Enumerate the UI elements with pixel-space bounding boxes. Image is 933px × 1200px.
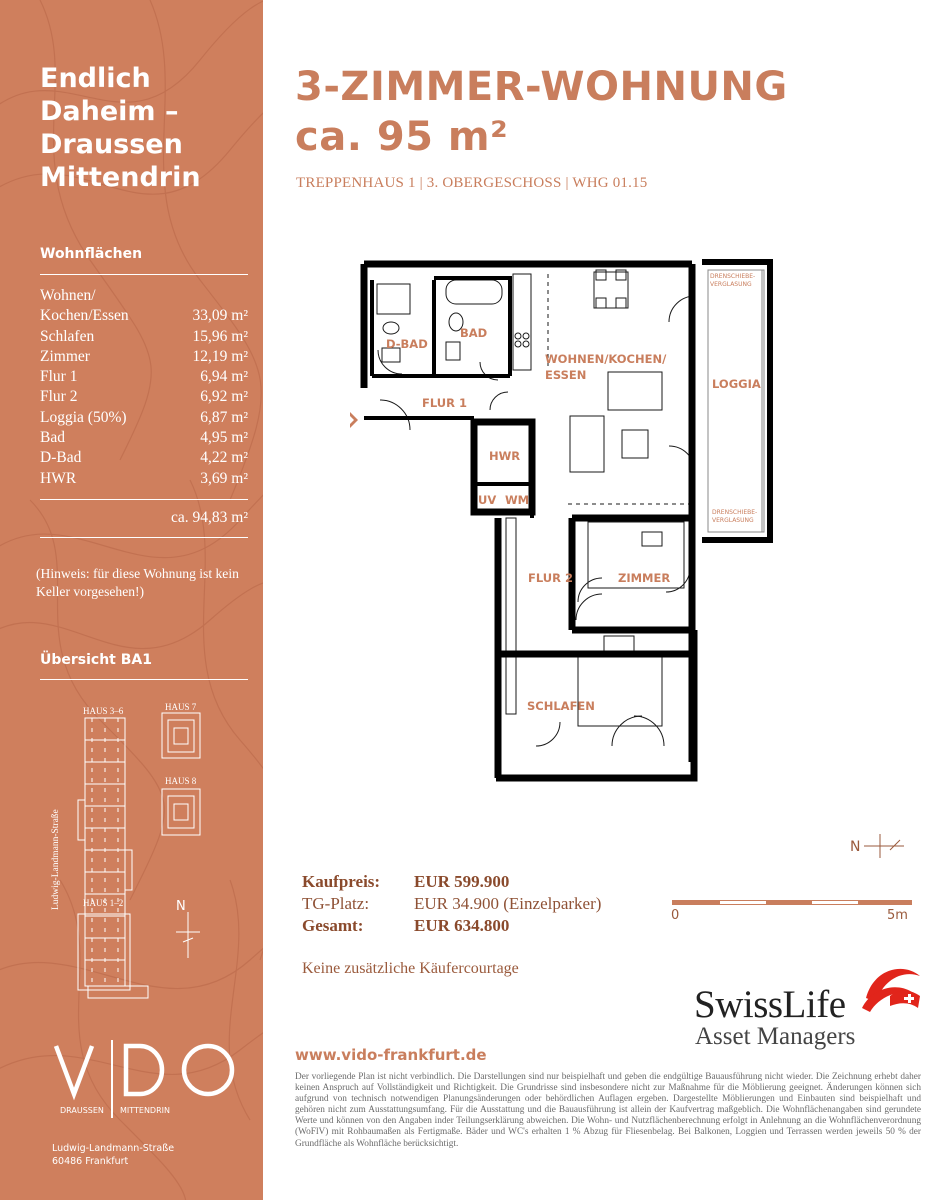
north-arrow-icon (850, 830, 910, 860)
scale-start-label: 0 (671, 908, 680, 923)
apartment-type: 3-ZIMMER-WOHNUNG (295, 64, 788, 110)
area-value: 4,95 m² (200, 429, 248, 447)
area-name: Schlafen (40, 327, 95, 345)
north-label: N (850, 839, 861, 855)
area-name: Bad (40, 429, 65, 447)
address-street: Ludwig-Landmann-Straße (52, 1143, 175, 1154)
price-value: EUR 634.800 (414, 916, 510, 935)
area-value: 33,09 m² (192, 307, 248, 325)
price-label: TG-Platz: (302, 894, 370, 913)
glazing-label-top-2: VERGLASUNG (710, 281, 752, 288)
address (52, 1142, 174, 1168)
room-label-zimmer: ZIMMER (618, 571, 671, 585)
apartment-location: TREPPENHAUS 1 | 3. OBERGESCHOSS | WHG 01.15 (296, 175, 648, 191)
scale-bar (672, 898, 912, 908)
area-value: 3,69 m² (200, 469, 248, 487)
area-name: Zimmer (40, 347, 90, 365)
scale-end-label: 5m (887, 908, 908, 923)
area-name: HWR (40, 469, 77, 487)
area-row (40, 387, 248, 407)
glazing-label-top-1: DRENSCHIEBE- (710, 273, 756, 280)
area-total: ca. 94,83 m² (171, 509, 248, 526)
price-row (302, 893, 601, 915)
sidebar (0, 0, 263, 1200)
swisslife-subtitle: Asset Managers (695, 1023, 856, 1050)
area-name: D-Bad (40, 449, 82, 467)
address-city: 60486 Frankfurt (52, 1156, 129, 1167)
price-value: EUR 34.900 (Einzelparker) (414, 894, 602, 913)
divider (40, 274, 248, 275)
vido-logo-right: MITTENDRIN (120, 1106, 170, 1115)
room-label-hwr: HWR (489, 449, 521, 463)
site-label-haus-1-2: HAUS 1–2 (83, 898, 124, 908)
dining-table (594, 272, 628, 308)
glazing-label-bottom-2: VERGLASUNG (712, 517, 754, 524)
area-name: Loggia (50%) (40, 408, 127, 426)
area-value: 15,96 m² (192, 327, 248, 345)
bed (578, 652, 662, 726)
tagline-line: Endlich (40, 63, 151, 94)
disclaimer-text: Der vorliegende Plan ist nicht verbindlich. Die Darstellungen sind nur beispielhaft und geben die endgültige Bauausführung nicht wieder. Die Zeichnung erhebt daher keinen Anspruch auf Vollständigkeit und Richtigkeit. Die Grundrisse sind insbesondere nicht zur Maßnahme für die Möblierung geeignet. Änderungen können sich aufgrund von technisch notwendigen Planungsänderungen oder behördlichen Auflagen ergeben. Dargestellte Möblierungen und Einbauten sind beispielhaft und gehören nicht zum Ausstattungsumfang. Für die Ausstattung und die Bauausführung ist allein der Kaufvertrag maßgeblich. Die Wohnflächenangaben sind gerundete Werte und können von den Angaben inder Teilungserklärung abweichen. Die Wohn- und Nutzflächenberechnung erfolgt in Anlehnung an die Wohnflächenverordnung (WoFlV) mit Rohbaumaßen als Fertigmaße. Bäder und WC's erhalten 1 % Abzug für Fliesenbelag. Bei Balkonen, Loggien und Terrassen werden jeweils 50 % der Grundfläche als Wohnfläche berücksichtigt. (295, 1072, 921, 1149)
tagline-line: Daheim – (40, 96, 179, 127)
area-row (40, 347, 248, 367)
area-value: 4,22 m² (200, 449, 248, 467)
area-row (40, 286, 248, 306)
divider (40, 499, 248, 500)
pricing-block (302, 871, 601, 937)
area-row (40, 408, 248, 428)
kitchen-counter (513, 274, 531, 370)
area-name: Flur 2 (40, 388, 78, 406)
bathtub (446, 280, 502, 304)
room-label-wohnen: WOHNEN/KOCHEN/ (545, 352, 667, 366)
area-name: Kochen/Essen (40, 307, 129, 325)
glazing-label-bottom-1: DRENSCHIEBE- (712, 509, 758, 516)
room-label-bad: BAD (460, 326, 488, 340)
divider (40, 537, 248, 538)
page-title (295, 62, 788, 162)
living-area-title: Wohnflächen (40, 246, 143, 262)
site-plan (60, 700, 220, 1020)
area-row (40, 428, 248, 448)
area-value: 6,92 m² (200, 388, 248, 406)
room-label-flur1: FLUR 1 (422, 396, 467, 410)
area-value: 12,19 m² (192, 347, 248, 365)
sofa (608, 372, 662, 410)
vido-logo (50, 1040, 240, 1120)
room-label-loggia: LOGGIA (712, 377, 761, 391)
courtage-note: Keine zusätzliche Käufercourtage (302, 960, 519, 977)
tagline-line: Draussen (40, 129, 183, 160)
tagline (40, 62, 201, 194)
area-row (40, 306, 248, 326)
swisslife-flag-icon (860, 962, 924, 1014)
price-row (302, 871, 601, 893)
price-row (302, 915, 601, 937)
site-north-label: N (176, 899, 186, 914)
room-label-schlafen: SCHLAFEN (527, 699, 595, 713)
street-label: Ludwig-Landmann-Straße (51, 809, 61, 910)
swisslife-wordmark: SwissLife (694, 983, 846, 1026)
room-label-wm: WM (505, 493, 530, 507)
site-label-haus-7: HAUS 7 (165, 702, 197, 712)
vido-logo-left: DRAUSSEN (60, 1106, 104, 1115)
area-name: Wohnen/ (40, 287, 96, 304)
price-value: EUR 599.900 (414, 872, 510, 891)
site-label-haus-3-6: HAUS 3–6 (83, 706, 124, 716)
room-label-essen: ESSEN (545, 368, 587, 382)
room-label-flur2: FLUR 2 (528, 571, 573, 585)
room-label-dbad: D-BAD (386, 337, 428, 351)
price-label: Kaufpreis: (302, 872, 381, 891)
shower (377, 284, 410, 314)
area-list (40, 286, 248, 489)
room-label-uv: UV (478, 493, 497, 507)
area-row (40, 367, 248, 387)
area-value: 6,87 m² (200, 408, 248, 426)
overview-title: Übersicht BA1 (40, 652, 152, 668)
area-name: Flur 1 (40, 368, 78, 386)
divider (40, 679, 248, 680)
floor-plan (350, 250, 780, 785)
price-label: Gesamt: (302, 916, 364, 935)
area-value: 6,94 m² (200, 368, 248, 386)
tagline-line: Mittendrin (40, 162, 201, 193)
area-row (40, 448, 248, 468)
apartment-size: ca. 95 m² (295, 114, 509, 160)
site-label-haus-8: HAUS 8 (165, 776, 197, 786)
cellar-note: (Hinweis: für diese Wohnung ist kein Keller vorgesehen!) (36, 566, 239, 599)
website-link[interactable]: www.vido-frankfurt.de (295, 1046, 487, 1064)
area-row (40, 469, 248, 489)
area-row (40, 327, 248, 347)
